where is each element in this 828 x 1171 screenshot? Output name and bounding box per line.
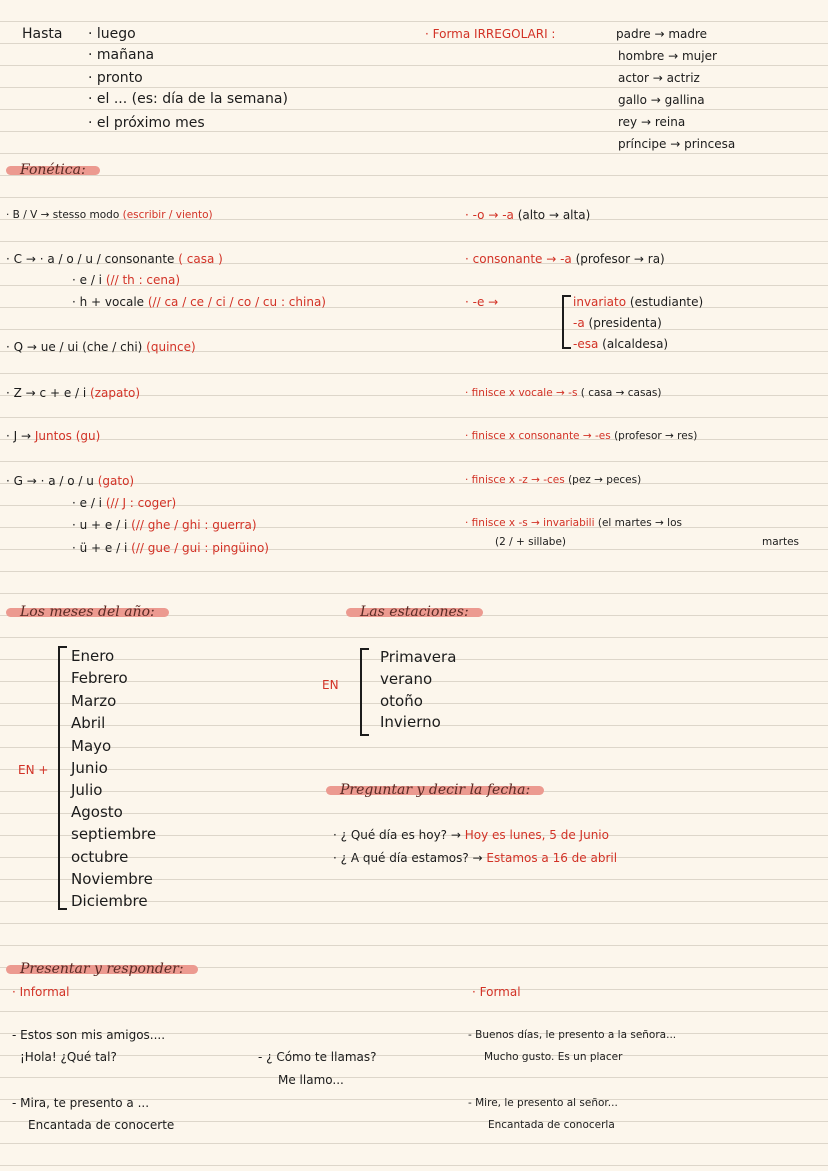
fonetica-q-example: (quince) [146,340,196,354]
genero-e-example: (alcaldesa) [602,337,669,351]
irregular-pair: rey → reina [618,115,686,129]
genero-e-item [573,293,703,311]
season-item: verano [380,670,433,688]
plural-s-tail: martes [762,536,800,548]
estaciones-bracket [360,648,369,736]
fonetica-bv-example: (escribir / viento) [122,209,213,221]
fonetica-j-example: Juntos (gu) [34,429,101,443]
fonetica-g-uu-text: · ü + e / i [72,541,128,555]
hasta-item: · luego [88,26,136,42]
fonetica-g-ei-example: (// J : coger) [105,496,177,510]
fonetica-q-text: · Q → ue / ui (che / chi) [6,340,143,354]
month-item: Mayo [71,737,112,755]
plural-vocale [465,384,661,402]
irregular-pair: actor → actriz [618,71,700,85]
estaciones-heading: Las estaciones: [346,604,483,620]
fonetica-c-ei-text: · e / i [72,273,103,287]
plural-z-rule: · finisce x -z → -ces [465,474,565,486]
genero-o-a-rule: · -o → -a [465,208,514,222]
fonetica-heading: Fonética: [6,162,100,178]
fonetica-g-ue [72,516,257,534]
formal-line: - Mire, le presento al señor... [468,1097,618,1109]
fonetica-bv [6,206,213,224]
meses-bracket [58,646,67,910]
fonetica-g-ei [72,494,176,512]
plural-consonante-rule: · finisce x consonante → -es [465,430,611,442]
fecha-q1-answer: Hoy es lunes, 5 de Junio [464,828,609,842]
fonetica-g-ue-text: · u + e / i [72,518,128,532]
informal-line: - Mira, te presento a ... [12,1096,150,1110]
fecha-q1 [333,826,609,844]
plural-s-note: (2 / + sillabe) [495,536,567,548]
fecha-heading: Preguntar y decir la fecha: [326,782,544,798]
informal-line: ¡Hola! ¿Qué tal? [20,1050,117,1064]
fecha-q2-answer: Estamos a 16 de abril [486,851,618,865]
genero-cons-rule: · consonante → -a [465,252,572,266]
estaciones-prefix: EN [322,678,339,692]
plural-s [465,514,682,532]
genero-e-bracket [562,295,571,349]
genero-e-example: (estudiante) [629,295,704,309]
irregular-pair: padre → madre [616,27,708,41]
informal-line: Me llamo... [278,1073,344,1087]
plural-s-example: (el martes → los [597,517,682,529]
genero-e-arrow: · -e → [465,295,499,309]
hasta-item: · mañana [88,47,155,63]
genero-e-rule: -a [573,316,585,330]
formal-line: Encantada de conocerla [488,1119,615,1131]
meses-prefix: EN + [18,763,49,777]
fonetica-z-example: (zapato) [90,386,141,400]
formal-label: · Formal [472,985,521,999]
month-item: Agosto [71,803,123,821]
fonetica-c-ei [72,271,180,289]
fonetica-g-uu [72,539,269,557]
hasta-label: Hasta [22,26,63,42]
irregular-pair: hombre → mujer [618,49,717,63]
fecha-q2-question: · ¿ A qué día estamos? → [333,851,483,865]
season-item: Invierno [380,713,441,731]
month-item: octubre [71,848,129,866]
fonetica-c [6,250,223,268]
presentar-heading: Presentar y responder: [6,961,198,977]
plural-z [465,471,641,489]
informal-line: - ¿ Cómo te llamas? [258,1050,377,1064]
plural-vocale-example: ( casa → casas) [580,387,662,399]
formal-line: Mucho gusto. Es un placer [484,1051,623,1063]
plural-z-example: (pez → peces) [568,474,642,486]
plural-vocale-rule: · finisce x vocale → -s [465,387,578,399]
month-item: Marzo [71,692,117,710]
fonetica-bv-text: · B / V → stesso modo [6,209,120,221]
fonetica-g-ue-example: (// ghe / ghi : guerra) [131,518,257,532]
informal-line: - Estos son mis amigos.... [12,1028,166,1042]
genero-cons [465,250,665,268]
fonetica-g-example: (gato) [97,474,135,488]
fonetica-c-ei-example: (// th : cena) [105,273,181,287]
irregular-pair: gallo → gallina [618,93,705,107]
fonetica-c-text: · C → · a / o / u / consonante [6,252,175,266]
fecha-q1-question: · ¿ Qué día es hoy? → [333,828,461,842]
fonetica-c-h [72,293,326,311]
genero-o-a [465,206,590,224]
fonetica-c-h-example: (// ca / ce / ci / co / cu : china) [147,295,326,309]
hasta-item: · pronto [88,70,143,86]
fonetica-g-ei-text: · e / i [72,496,103,510]
season-item: otoño [380,692,423,710]
plural-consonante [465,427,697,445]
irregulares-label: · Forma IRREGOLARI : [425,27,556,41]
fecha-q2 [333,849,617,867]
month-item: Noviembre [71,870,153,888]
informal-label: · Informal [12,985,70,999]
irregular-pair: príncipe → princesa [618,137,736,151]
genero-e-example: (presidenta) [588,316,662,330]
month-item: septiembre [71,825,157,843]
fonetica-j [6,427,100,445]
season-item: Primavera [380,648,457,666]
hasta-item: · el próximo mes [88,115,205,131]
genero-e-item [573,335,668,353]
hasta-item: · el ... (es: día de la semana) [88,91,288,107]
formal-line: - Buenos días, le presento a la señora... [468,1029,677,1041]
month-item: Abril [71,714,106,732]
plural-s-rule: · finisce x -s → invariabili [465,517,595,529]
genero-e-rule: -esa [573,337,599,351]
fonetica-z-text: · Z → c + e / i [6,386,87,400]
month-item: Enero [71,647,115,665]
genero-e-item [573,314,662,332]
fonetica-j-text: · J → [6,429,32,443]
fonetica-z [6,384,140,402]
month-item: Julio [71,781,103,799]
month-item: Junio [71,759,108,777]
genero-e-rule: invariato [573,295,627,309]
fonetica-q [6,338,196,356]
fonetica-c-example: ( casa ) [178,252,223,266]
plural-consonante-example: (profesor → res) [614,430,698,442]
informal-line: Encantada de conocerte [28,1118,175,1132]
fonetica-g [6,472,134,490]
genero-cons-example: (profesor → ra) [575,252,665,266]
fonetica-g-text: · G → · a / o / u [6,474,94,488]
fonetica-g-uu-example: (// gue / gui : pingüino) [131,541,269,555]
meses-heading: Los meses del año: [6,604,169,620]
fonetica-c-h-text: · h + vocale [72,295,145,309]
genero-o-a-example: (alto → alta) [517,208,591,222]
month-item: Diciembre [71,892,148,910]
month-item: Febrero [71,669,128,687]
